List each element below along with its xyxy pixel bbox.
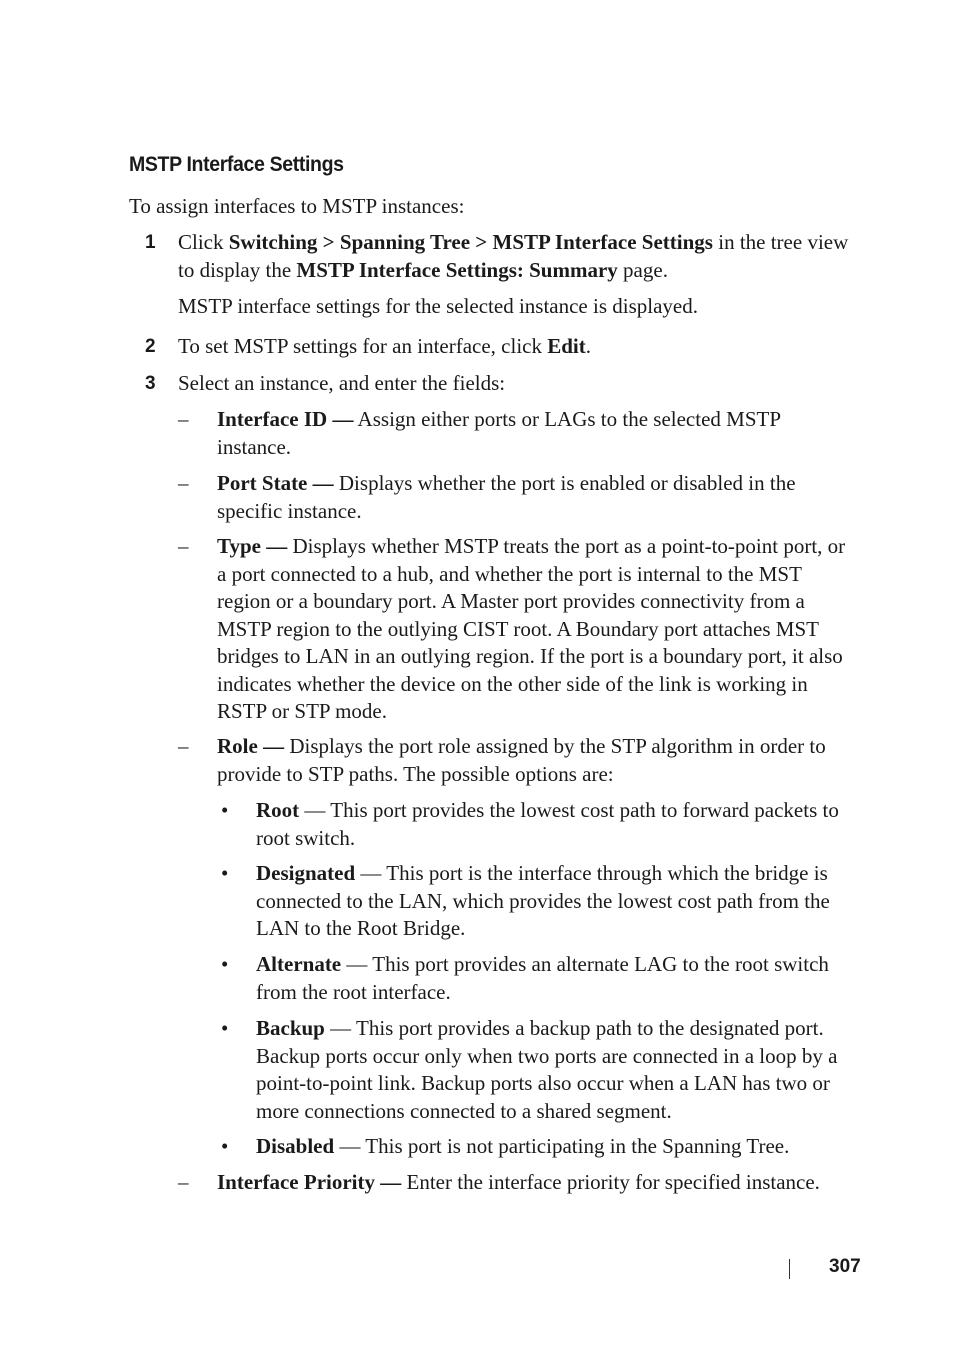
field-description [217, 533, 857, 726]
role-term: Alternate [256, 952, 342, 976]
role-desc: — This port provides a backup path to the designated port. Backup ports occur only when two ports are connected in a loop by a point-to-point link. Backup ports also occur when a LAN has two or more connections connected to a shared segment. [256, 1016, 838, 1123]
page-name: MSTP Interface Settings: Summary [296, 257, 618, 282]
field-description [217, 470, 857, 525]
role-description [256, 797, 856, 852]
field-desc: Displays the port role assigned by the STP algorithm in order to provide to STP paths. The possible options are: [217, 734, 826, 786]
dash-marker: – [178, 734, 189, 758]
bullet-marker: • [221, 952, 229, 976]
bullet-marker: • [221, 1134, 229, 1158]
menu-path: Switching > Spanning Tree > MSTP Interface Settings [228, 230, 713, 254]
step-1-note: MSTP interface settings for the selected instance is displayed. [178, 294, 698, 318]
section-heading: MSTP Interface Settings [129, 153, 344, 176]
bullet-marker: • [221, 798, 229, 822]
role-description [256, 1133, 896, 1161]
field-desc: Displays whether the port is enabled or disabled in the specific instance. [217, 471, 796, 523]
step-text-run: in the tree view to display the [178, 230, 849, 282]
field-desc: Assign either ports or LAGs to the selected MSTP instance. [217, 407, 781, 459]
role-description [256, 860, 856, 943]
field-desc: Enter the interface priority for specified instance. [401, 1170, 820, 1194]
field-term: Type — [217, 534, 288, 558]
role-desc: — This port provides the lowest cost path to forward packets to root switch. [256, 798, 839, 850]
role-term: Root [256, 798, 300, 822]
bullet-marker: • [221, 861, 229, 885]
field-description [217, 733, 857, 788]
dash-marker: – [178, 1170, 189, 1194]
step-number: 3 [145, 373, 156, 394]
role-description [256, 951, 856, 1006]
step-text-run: . [585, 334, 592, 358]
step-text [178, 333, 858, 361]
step-number: 1 [145, 232, 156, 253]
field-description [217, 406, 857, 461]
step-text: Select an instance, and enter the fields: [178, 371, 506, 395]
step-number: 2 [145, 336, 156, 357]
role-term: Designated [256, 861, 356, 885]
dash-marker: – [178, 534, 189, 558]
role-term: Disabled [256, 1134, 335, 1158]
role-term: Backup [256, 1016, 325, 1040]
role-description [256, 1015, 856, 1125]
dash-marker: – [178, 471, 189, 495]
step-text-run: To set MSTP settings for an interface, click [178, 334, 548, 358]
field-term: Role — [217, 734, 285, 758]
edit-label: Edit [547, 334, 586, 358]
bullet-marker: • [221, 1016, 229, 1040]
intro-paragraph: To assign interfaces to MSTP instances: [129, 194, 465, 218]
field-term: Port State — [217, 471, 334, 495]
field-term: Interface Priority — [217, 1170, 402, 1194]
field-description [217, 1169, 877, 1197]
step-text [178, 229, 858, 284]
role-desc: — This port is the interface through which the bridge is connected to the LAN, which provides the lowest cost path from the LAN to the Root Bridge. [256, 861, 830, 940]
role-desc: — This port is not participating in the Spanning Tree. [334, 1134, 790, 1158]
field-term: Interface ID — [217, 407, 354, 431]
page-number: 307 [829, 1256, 861, 1277]
field-desc: Displays whether MSTP treats the port as a point-to-point port, or a port connected to a hub, and whether the port is internal to the MST region or a boundary port. A Master port provides connectivity from a MSTP region to the outlying CIST root. A Boundary port attaches MST bridges to LAN in an outlying region. If the port is a boundary port, it also indicates whether the device on the other side of the link is working in RSTP or STP mode. [217, 534, 846, 723]
role-desc: — This port provides an alternate LAG to the root switch from the root interface. [256, 952, 829, 1004]
dash-marker: – [178, 407, 189, 431]
footer-divider [789, 1259, 790, 1279]
step-text-run: Click [178, 230, 229, 254]
step-text-run: page. [617, 257, 668, 282]
